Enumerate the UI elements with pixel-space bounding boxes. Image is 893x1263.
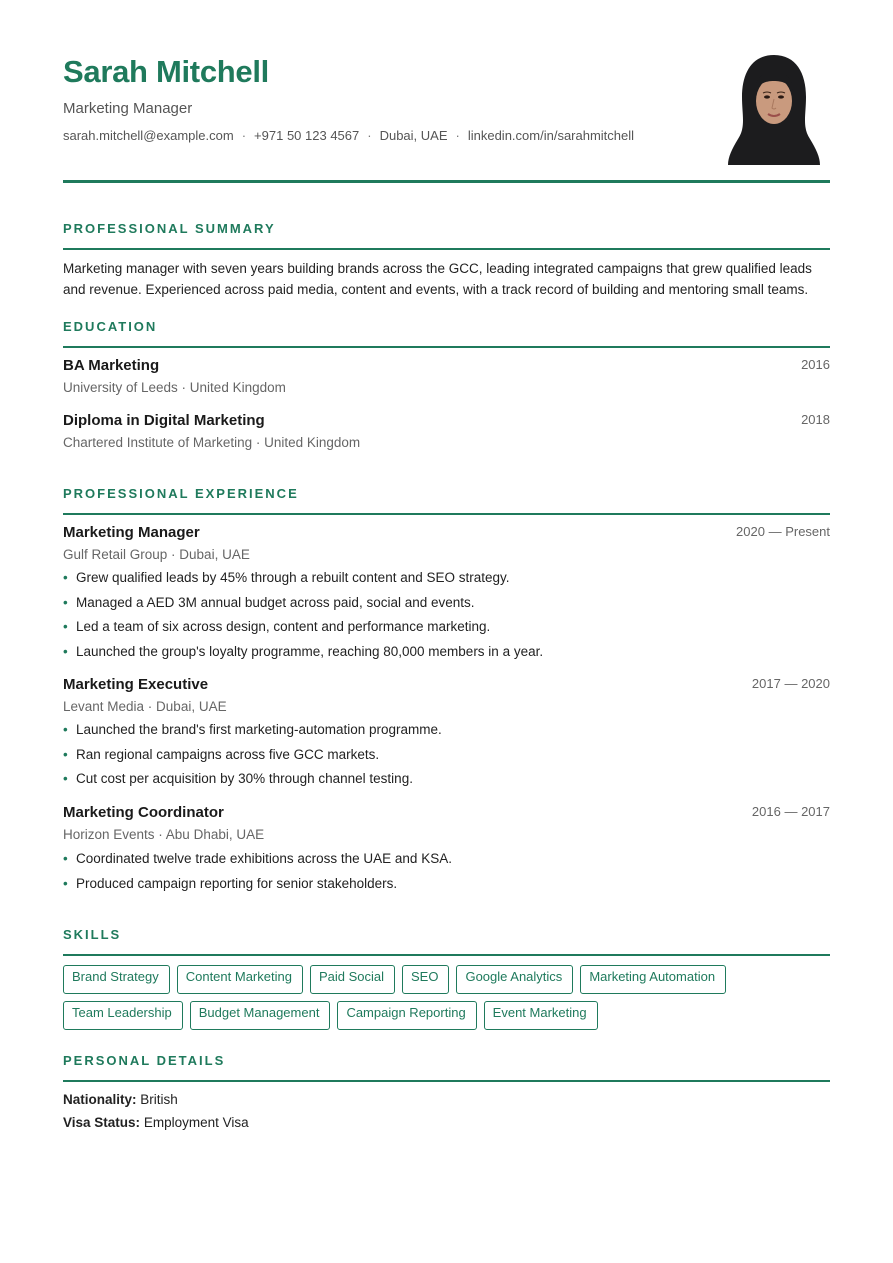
profile-photo xyxy=(728,53,820,165)
skill-chip: Brand Strategy xyxy=(63,965,170,994)
summary-text: Marketing manager with seven years building brands across the GCC, leading integrated campaigns that grew qualified leads and revenue. Experienced across paid media, content and events, with a track record of building and mentoring small teams. xyxy=(63,261,812,297)
visa-value: Employment Visa xyxy=(143,1115,249,1130)
section-divider xyxy=(63,346,830,348)
nationality-value: British xyxy=(140,1092,178,1107)
job-bullet: • Cut cost per acquisition by 30% through channel testing. xyxy=(63,767,442,792)
job-company: Horizon Events · Abu Dhabi, UAE xyxy=(63,827,265,842)
job-bullet: • Ran regional campaigns across five GCC markets. xyxy=(63,743,442,768)
section-divider xyxy=(63,513,830,515)
section-divider xyxy=(63,248,830,250)
job-company: Gulf Retail Group · Dubai, UAE xyxy=(63,547,250,562)
section-title-skills: SKILLS xyxy=(63,927,122,942)
job-bullets xyxy=(63,566,543,664)
contact-phone: +971 50 123 4567 xyxy=(254,128,360,143)
candidate-name: Sarah Mitchell xyxy=(63,54,269,89)
contact-separator: · xyxy=(367,128,372,143)
section-title-experience: PROFESSIONAL EXPERIENCE xyxy=(63,486,299,501)
header-divider xyxy=(63,180,830,183)
contact-separator: · xyxy=(455,128,460,143)
job-dates: 2017 — 2020 xyxy=(751,676,830,691)
skill-chip: Event Marketing xyxy=(484,1001,598,1030)
job-bullet: • Launched the brand's first marketing-automation programme. xyxy=(63,718,442,743)
skill-chip: Team Leadership xyxy=(63,1001,183,1030)
job-role: Marketing Manager xyxy=(63,524,200,541)
resume-page xyxy=(63,0,830,1130)
education-school: Chartered Institute of Marketing · United Kingdom xyxy=(63,435,361,450)
section-divider xyxy=(63,954,830,956)
section-title-summary: PROFESSIONAL SUMMARY xyxy=(63,221,276,236)
skill-chip: Content Marketing xyxy=(177,965,303,994)
job-dates: 2016 — 2017 xyxy=(751,804,830,819)
section-title-personal: PERSONAL DETAILS xyxy=(63,1053,226,1068)
skill-chip: Marketing Automation xyxy=(580,965,726,994)
skills-list xyxy=(63,965,830,1030)
nationality-label: Nationality: xyxy=(63,1092,137,1107)
contact-separator: · xyxy=(241,128,247,143)
contact-email: sarah.mitchell@example.com xyxy=(63,128,234,143)
job-role: Marketing Executive xyxy=(63,676,209,693)
job-bullets xyxy=(63,718,442,792)
job-role: Marketing Coordinator xyxy=(63,804,224,821)
education-degree: BA Marketing xyxy=(63,357,160,374)
skill-chip: Campaign Reporting xyxy=(337,1001,476,1030)
section-divider xyxy=(63,1080,830,1082)
education-year: 2016 xyxy=(801,357,830,372)
job-bullets xyxy=(63,847,452,896)
job-bullet: • Launched the group's loyalty programme, reaching 80,000 members in a year. xyxy=(63,640,543,665)
job-company: Levant Media · Dubai, UAE xyxy=(63,699,227,714)
section-title-education: EDUCATION xyxy=(63,319,158,334)
job-bullet: • Grew qualified leads by 45% through a rebuilt content and SEO strategy. xyxy=(63,566,543,591)
education-school: University of Leeds · United Kingdom xyxy=(63,380,286,395)
education-degree: Diploma in Digital Marketing xyxy=(63,412,265,429)
contact-line xyxy=(63,128,634,143)
skill-chip: Budget Management xyxy=(190,1001,331,1030)
education-year: 2018 xyxy=(801,412,830,427)
visa-row xyxy=(63,1115,249,1130)
contact-location: Dubai, UAE xyxy=(379,128,448,143)
visa-label: Visa Status: xyxy=(63,1115,141,1130)
job-dates: 2020 — Present xyxy=(736,524,830,539)
skill-chip: Paid Social xyxy=(310,965,395,994)
nationality-row xyxy=(63,1092,178,1107)
job-bullet: • Produced campaign reporting for senior stakeholders. xyxy=(63,872,452,897)
resume-header xyxy=(63,0,830,183)
job-bullet: • Led a team of six across design, content and performance marketing. xyxy=(63,615,543,640)
job-bullet: • Managed a AED 3M annual budget across paid, social and events. xyxy=(63,591,543,616)
contact-linkedin: linkedin.com/in/sarahmitchell xyxy=(467,128,635,143)
skill-chip: SEO xyxy=(402,965,449,994)
candidate-title: Marketing Manager xyxy=(63,100,193,117)
job-bullet: • Coordinated twelve trade exhibitions across the UAE and KSA. xyxy=(63,847,452,872)
skill-chip: Google Analytics xyxy=(456,965,573,994)
